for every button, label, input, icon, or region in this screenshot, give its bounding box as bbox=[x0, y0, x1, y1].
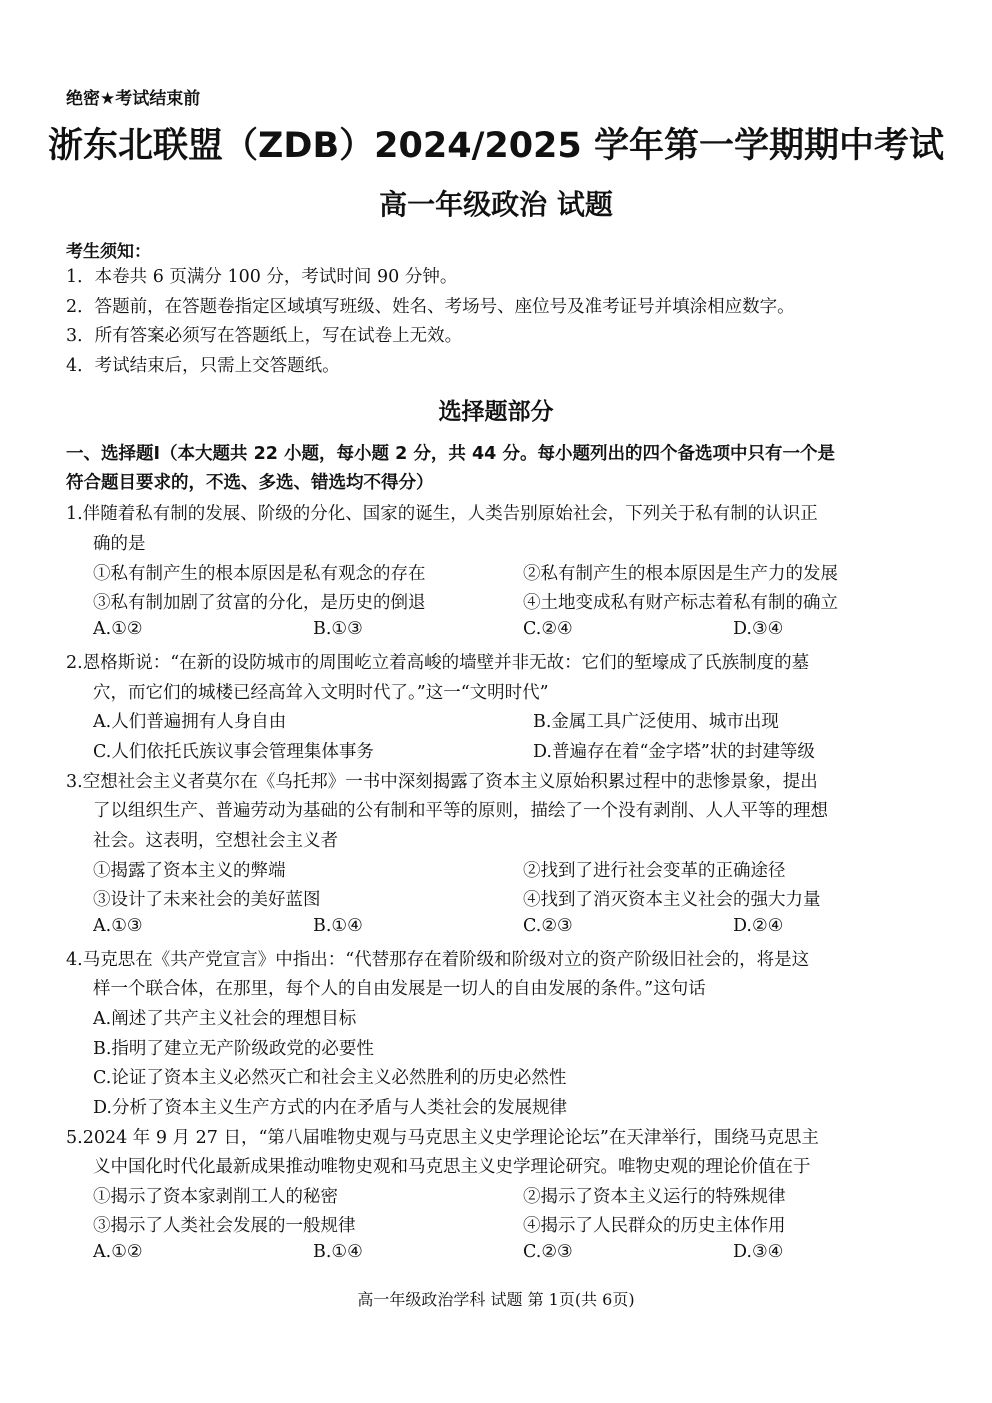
question-stem: 确的是 bbox=[93, 534, 146, 554]
question-stem: 穴，而它们的城楼已经高耸入文明时代了。”这一“文明时代” bbox=[93, 683, 549, 703]
answer-choice: D.②④ bbox=[733, 916, 784, 936]
answer-choice: D.③④ bbox=[733, 1242, 784, 1262]
statement-option: ④找到了消灭资本主义社会的强大力量 bbox=[523, 890, 821, 910]
confidential-mark: 绝密★考试结束前 bbox=[66, 89, 201, 109]
question-stem: 义中国化时代化最新成果推动唯物史观和马克思主义史学理论研究。唯物史观的理论价值在于 bbox=[93, 1157, 811, 1177]
part-instructions: 符合题目要求的，不选、多选、错选均不得分） bbox=[66, 473, 434, 493]
notice-item: 4．考试结束后，只需上交答题纸。 bbox=[66, 356, 340, 376]
answer-choice: D.分析了资本主义生产方式的内在矛盾与人类社会的发展规律 bbox=[93, 1098, 567, 1118]
statement-option: ②揭示了资本主义运行的特殊规律 bbox=[523, 1187, 786, 1207]
statement-option: ①私有制产生的根本原因是私有观念的存在 bbox=[93, 564, 426, 584]
answer-choice: B.金属工具广泛使用、城市出现 bbox=[533, 712, 779, 732]
answer-choice: C.人们依托氏族议事会管理集体事务 bbox=[93, 742, 374, 762]
question-stem: 社会。这表明，空想社会主义者 bbox=[93, 831, 338, 851]
part-instructions: 一、选择题Ⅰ（本大题共 22 小题，每小题 2 分，共 44 分。每小题列出的四个备选项中只有一个是 bbox=[66, 444, 835, 464]
statement-option: ②找到了进行社会变革的正确途径 bbox=[523, 861, 786, 881]
question-stem: 2.恩格斯说：“在新的设防城市的周围屹立着高峻的墙壁并非无故：它们的堑壕成了氏族制度的墓 bbox=[66, 653, 810, 673]
answer-choice: C.论证了资本主义必然灭亡和社会主义必然胜利的历史必然性 bbox=[93, 1068, 567, 1088]
statement-option: ①揭露了资本主义的弊端 bbox=[93, 861, 286, 881]
answer-choice: C.②④ bbox=[523, 619, 573, 639]
question-stem: 样一个联合体，在那里，每个人的自由发展是一切人的自由发展的条件。”这句话 bbox=[93, 979, 706, 999]
answer-choice: A.①③ bbox=[93, 916, 143, 936]
answer-choice: B.①④ bbox=[313, 1242, 363, 1262]
notice-item: 2．答题前，在答题卷指定区域填写班级、姓名、考场号、座位号及准考证号并填涂相应数字。 bbox=[66, 297, 795, 317]
notice-item: 3．所有答案必须写在答题纸上，写在试卷上无效。 bbox=[66, 326, 463, 346]
question-stem: 1.伴随着私有制的发展、阶级的分化、国家的诞生，人类告别原始社会，下列关于私有制的认识正 bbox=[66, 504, 818, 524]
statement-option: ③私有制加剧了贫富的分化，是历史的倒退 bbox=[93, 593, 426, 613]
notice-heading: 考生须知： bbox=[66, 242, 151, 262]
statement-option: ①揭示了资本家剥削工人的秘密 bbox=[93, 1187, 338, 1207]
question-stem: 5.2024 年 9 月 27 日，“第八届唯物史观与马克思主义史学理论论坛”在天津举行，围绕马克思主 bbox=[66, 1128, 819, 1148]
statement-option: ④土地变成私有财产标志着私有制的确立 bbox=[523, 593, 838, 613]
question-stem: 3.空想社会主义者莫尔在《乌托邦》一书中深刻揭露了资本主义原始积累过程中的悲惨景象，提出 bbox=[66, 772, 818, 792]
answer-choice: B.①③ bbox=[313, 619, 363, 639]
answer-choice: A.人们普遍拥有人身自由 bbox=[93, 712, 287, 732]
section-title: 选择题部分 bbox=[438, 399, 554, 425]
answer-choice: B.①④ bbox=[313, 916, 363, 936]
answer-choice: B.指明了建立无产阶级政党的必要性 bbox=[93, 1039, 374, 1059]
question-stem: 4.马克思在《共产党宣言》中指出：“代替那存在着阶级和阶级对立的资产阶级旧社会的，将是这 bbox=[66, 950, 810, 970]
answer-choice: C.②③ bbox=[523, 916, 573, 936]
answer-choice: D.普遍存在着“金字塔”状的封建等级 bbox=[533, 742, 815, 762]
statement-option: ③揭示了人类社会发展的一般规律 bbox=[93, 1216, 356, 1236]
notice-item: 1．本卷共 6 页满分 100 分，考试时间 90 分钟。 bbox=[66, 267, 458, 287]
statement-option: ④揭示了人民群众的历史主体作用 bbox=[523, 1216, 786, 1236]
statement-option: ②私有制产生的根本原因是生产力的发展 bbox=[523, 564, 838, 584]
answer-choice: A.①② bbox=[93, 619, 143, 639]
statement-option: ③设计了未来社会的美好蓝图 bbox=[93, 890, 321, 910]
exam-subtitle: 高一年级政治 试题 bbox=[379, 188, 613, 221]
question-stem: 了以组织生产、普遍劳动为基础的公有制和平等的原则，描绘了一个没有剥削、人人平等的理想 bbox=[93, 801, 828, 821]
answer-choice: A.①② bbox=[93, 1242, 143, 1262]
answer-choice: C.②③ bbox=[523, 1242, 573, 1262]
answer-choice: A.阐述了共产主义社会的理想目标 bbox=[93, 1009, 357, 1029]
exam-title: 浙东北联盟（ZDB）2024/2025 学年第一学期期中考试 bbox=[48, 126, 944, 166]
page-footer: 高一年级政治学科 试题 第 1页(共 6页) bbox=[357, 1290, 635, 1309]
answer-choice: D.③④ bbox=[733, 619, 784, 639]
